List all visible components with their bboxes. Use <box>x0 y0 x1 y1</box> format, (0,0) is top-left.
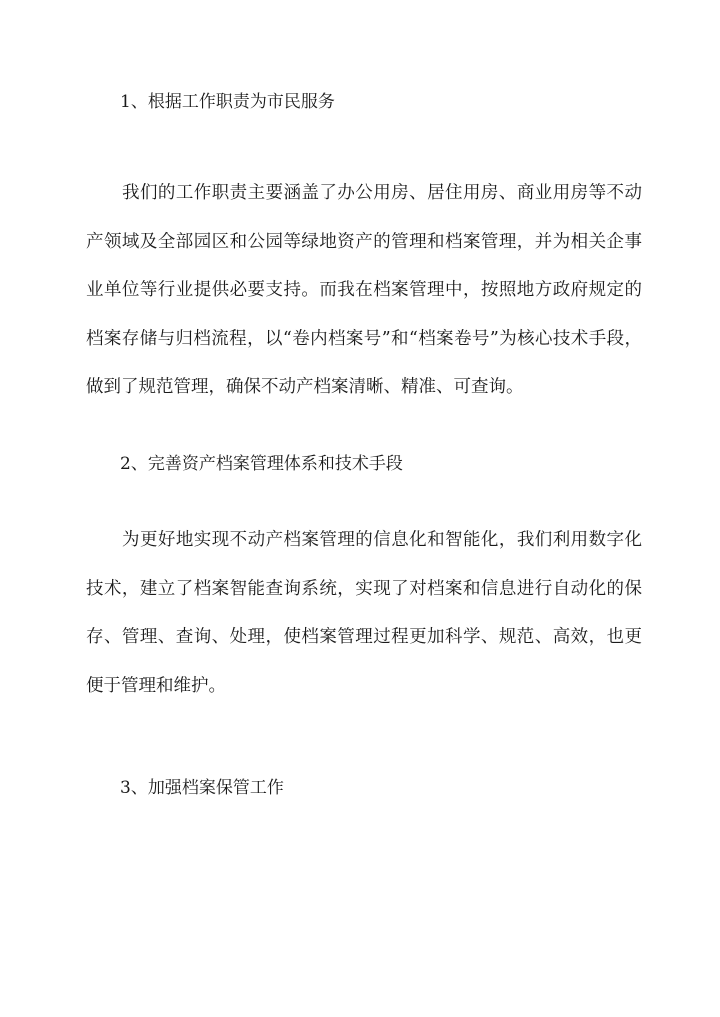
section-paragraph-2: 为更好地实现不动产档案管理的信息化和智能化，我们利用数字化技术，建立了档案智能查询系统，实现了对档案和信息进行自动化的保存、管理、查询、处理，使档案管理过程更加科学、规范、高效，也更便于管理和维护。 <box>86 530 642 696</box>
section-heading-1: 1、根据工作职责为市民服务 <box>120 92 335 112</box>
section-paragraph-1: 我们的工作职责主要涵盖了办公用房、居住用房、商业用房等不动产领域及全部园区和公园等绿地资产的管理和档案管理，并为相关企事业单位等行业提供必要支持。而我在档案管理中，按照地方政府规定的档案存储与归档流程，以“卷内档案号”和“档案卷号”为核心技术手段，做到了规范管理，确保不动产档案清晰、精准、可查询。 <box>86 183 642 397</box>
section-heading-2: 2、完善资产档案管理体系和技术手段 <box>120 454 403 474</box>
section-heading-3: 3、加强档案保管工作 <box>120 778 284 798</box>
